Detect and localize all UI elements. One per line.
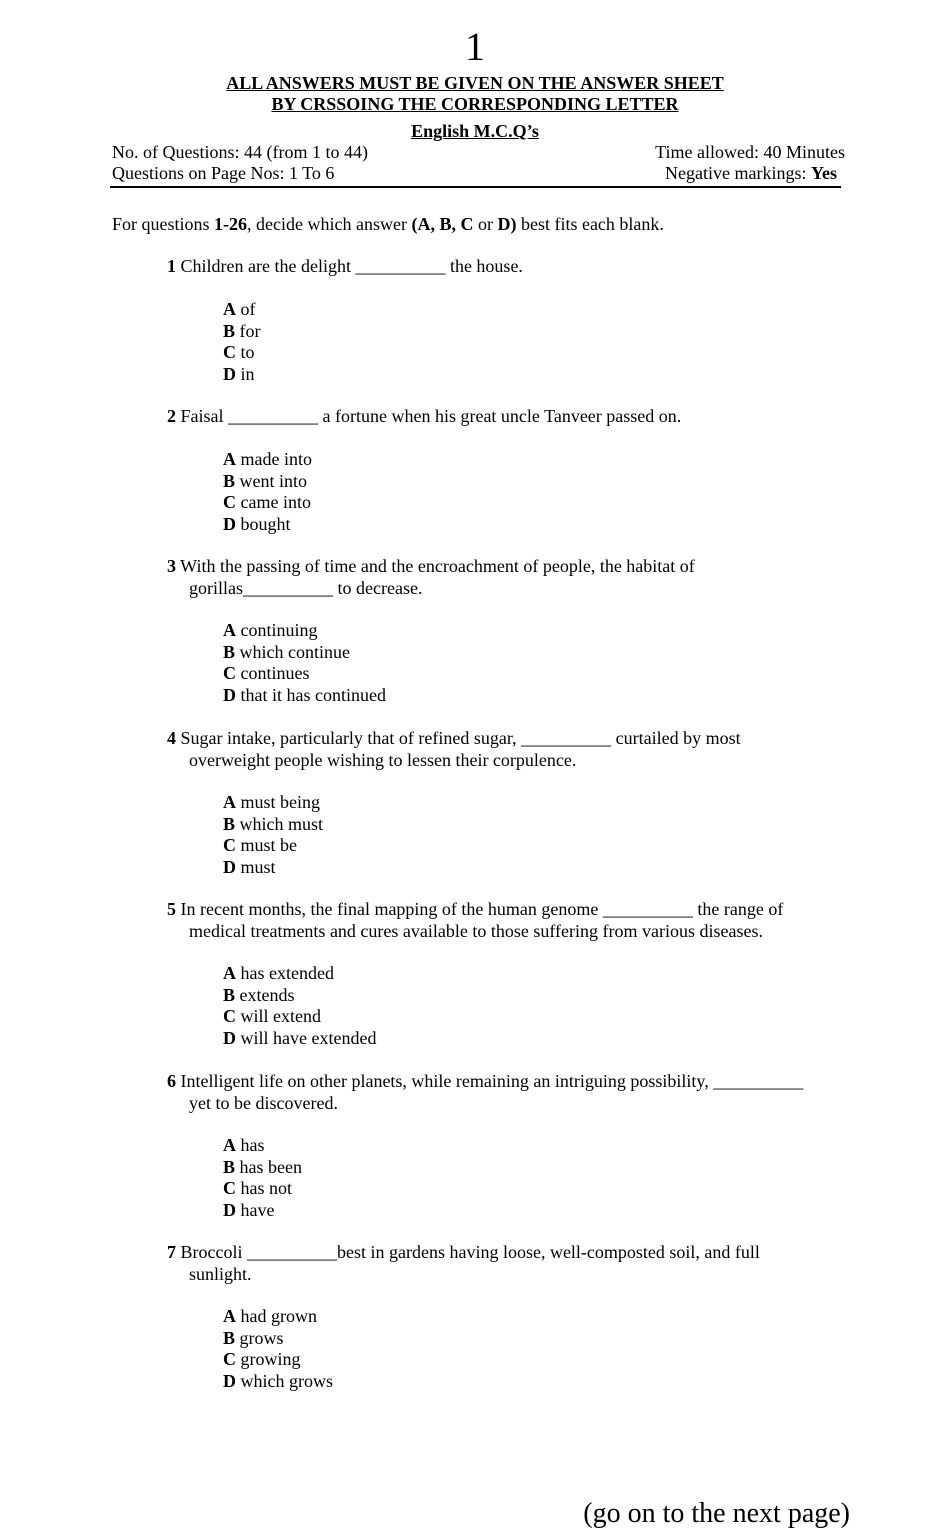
option-letter: A — [223, 620, 236, 640]
option-text: has — [236, 1135, 265, 1155]
option-a[interactable] — [223, 792, 323, 814]
option-letter: D — [223, 513, 236, 534]
instructions-choices: (A, B, C — [411, 214, 474, 234]
option-c[interactable] — [223, 835, 323, 857]
option-letter: C — [223, 1006, 236, 1026]
option-letter: C — [223, 342, 236, 362]
instructions-post: best fits each blank. — [516, 214, 664, 234]
next-page-note: (go on to the next page) — [583, 1498, 850, 1529]
question-number: 7 — [167, 1242, 176, 1262]
option-letter: A — [223, 1306, 236, 1326]
option-letter: B — [223, 641, 236, 662]
option-letter: A — [223, 449, 236, 469]
option-text: made into — [236, 449, 312, 469]
question-number: 3 — [167, 556, 176, 576]
question-2-options — [223, 449, 312, 535]
option-a[interactable] — [223, 449, 312, 471]
option-letter: C — [223, 663, 236, 683]
num-questions-label: No. of Questions: 44 (from 1 to 44) — [112, 142, 368, 162]
question-1-options — [223, 299, 261, 385]
option-a[interactable] — [223, 299, 261, 321]
option-letter: C — [223, 492, 236, 512]
question-3-options — [223, 620, 386, 706]
option-b[interactable] — [223, 1157, 302, 1179]
option-d[interactable] — [223, 685, 386, 707]
option-letter: C — [223, 1178, 236, 1198]
question-7 — [167, 1242, 838, 1285]
question-1 — [167, 256, 838, 278]
option-letter: A — [223, 792, 236, 812]
option-a[interactable] — [223, 620, 386, 642]
question-4-options — [223, 792, 323, 878]
option-text: came into — [236, 492, 311, 512]
option-text: that it has continued — [236, 684, 386, 705]
option-b[interactable] — [223, 642, 386, 664]
option-letter: D — [223, 856, 236, 877]
option-text: of — [236, 299, 256, 319]
question-number: 2 — [167, 406, 176, 426]
instructions-range: 1-26 — [214, 214, 248, 234]
option-letter: A — [223, 963, 236, 983]
option-letter: D — [223, 1370, 236, 1391]
question-text-continued: gorillas__________ to decrease. — [189, 577, 423, 598]
option-text: which grows — [236, 1370, 333, 1391]
option-text: for — [235, 320, 261, 341]
instructions-pre: For questions — [112, 214, 215, 234]
option-text: bought — [236, 513, 291, 534]
option-letter: C — [223, 835, 236, 855]
option-b[interactable] — [223, 1328, 333, 1350]
question-text-continued: medical treatments and cures available to those suffering from various diseases. — [189, 920, 763, 941]
option-text: in — [236, 363, 255, 384]
question-text: In recent months, the final mapping of the human genome __________ the range of — [176, 899, 784, 919]
option-c[interactable] — [223, 1178, 302, 1200]
option-text: went into — [235, 470, 308, 491]
instructions-or: or — [473, 214, 498, 234]
option-text: which continue — [235, 641, 350, 662]
question-3 — [167, 556, 838, 599]
question-text: Intelligent life on other planets, while remaining an intriguing possibility, __________ — [176, 1071, 804, 1091]
option-text: continues — [236, 663, 310, 683]
option-letter: B — [223, 320, 236, 341]
option-letter: A — [223, 299, 236, 319]
question-5-options — [223, 963, 376, 1049]
section-instructions — [112, 213, 664, 235]
option-b[interactable] — [223, 321, 261, 343]
option-text: continuing — [236, 620, 318, 640]
option-b[interactable] — [223, 471, 312, 493]
option-c[interactable] — [223, 492, 312, 514]
option-c[interactable] — [223, 1006, 376, 1028]
question-number: 6 — [167, 1071, 176, 1091]
option-letter: A — [223, 1135, 236, 1155]
option-letter: B — [223, 813, 236, 834]
option-d[interactable] — [223, 1371, 333, 1393]
question-number: 4 — [167, 728, 176, 748]
question-text: With the passing of time and the encroachment of people, the habitat of — [176, 556, 695, 576]
option-text: extends — [235, 984, 295, 1005]
header-divider — [110, 186, 841, 188]
negative-markings-label: Negative markings: — [665, 163, 811, 183]
option-text: growing — [236, 1349, 301, 1369]
option-letter: D — [223, 1027, 236, 1048]
question-4 — [167, 728, 838, 771]
option-letter: C — [223, 1349, 236, 1369]
instructions-mid: , decide which answer — [247, 214, 412, 234]
option-text: has been — [235, 1156, 302, 1177]
option-text: must being — [236, 792, 320, 812]
time-allowed-label: Time allowed: 40 Minutes — [655, 142, 845, 162]
subject-title: English M.C.Q’s — [411, 121, 539, 141]
instruction-heading-line-1: ALL ANSWERS MUST BE GIVEN ON THE ANSWER SHEET — [226, 73, 724, 93]
option-letter: B — [223, 984, 236, 1005]
option-text: have — [236, 1199, 275, 1220]
option-text: to — [236, 342, 255, 362]
option-a[interactable] — [223, 963, 376, 985]
option-b[interactable] — [223, 985, 376, 1007]
question-number: 5 — [167, 899, 176, 919]
question-number: 1 — [167, 256, 176, 276]
option-text: must be — [236, 835, 297, 855]
option-d[interactable] — [223, 364, 261, 386]
option-d[interactable] — [223, 857, 323, 879]
option-letter: B — [223, 1327, 236, 1348]
option-c[interactable] — [223, 663, 386, 685]
question-text-continued: overweight people wishing to lessen their corpulence. — [189, 749, 577, 770]
option-text: will have extended — [236, 1027, 377, 1048]
option-d[interactable] — [223, 514, 312, 536]
option-a[interactable] — [223, 1135, 302, 1157]
option-text: had grown — [236, 1306, 317, 1326]
option-d[interactable] — [223, 1028, 376, 1050]
question-text-continued: sunlight. — [189, 1263, 252, 1284]
option-a[interactable] — [223, 1306, 333, 1328]
option-c[interactable] — [223, 1349, 333, 1371]
option-text: grows — [235, 1327, 284, 1348]
option-letter: B — [223, 1156, 236, 1177]
option-text: has extended — [236, 963, 334, 983]
question-text-continued: yet to be discovered. — [189, 1092, 338, 1113]
question-2 — [167, 406, 838, 428]
option-letter: D — [223, 684, 236, 705]
option-d[interactable] — [223, 1200, 302, 1222]
question-7-options — [223, 1306, 333, 1392]
option-b[interactable] — [223, 814, 323, 836]
option-letter: B — [223, 470, 236, 491]
question-6 — [167, 1071, 838, 1114]
option-text: will extend — [236, 1006, 321, 1026]
option-text: must — [236, 856, 276, 877]
option-letter: D — [223, 1199, 236, 1220]
option-c[interactable] — [223, 342, 261, 364]
question-text: Broccoli __________best in gardens having loose, well-composted soil, and full — [176, 1242, 760, 1262]
option-text: which must — [235, 813, 324, 834]
option-letter: D — [223, 363, 236, 384]
option-text: has not — [236, 1178, 292, 1198]
question-text: Children are the delight __________ the house. — [176, 256, 523, 276]
question-text: Sugar intake, particularly that of refined sugar, __________ curtailed by most — [176, 728, 741, 748]
instructions-last-choice: D) — [497, 214, 517, 234]
question-6-options — [223, 1135, 302, 1221]
question-text: Faisal __________ a fortune when his great uncle Tanveer passed on. — [176, 406, 682, 426]
question-5 — [167, 899, 838, 942]
negative-markings-value: Yes — [811, 163, 837, 183]
question-pages-label: Questions on Page Nos: 1 To 6 — [112, 163, 335, 183]
negative-markings — [665, 162, 837, 184]
instruction-heading-line-2: BY CRSSOING THE CORRESPONDING LETTER — [271, 94, 679, 114]
page-number: 1 — [465, 24, 485, 69]
